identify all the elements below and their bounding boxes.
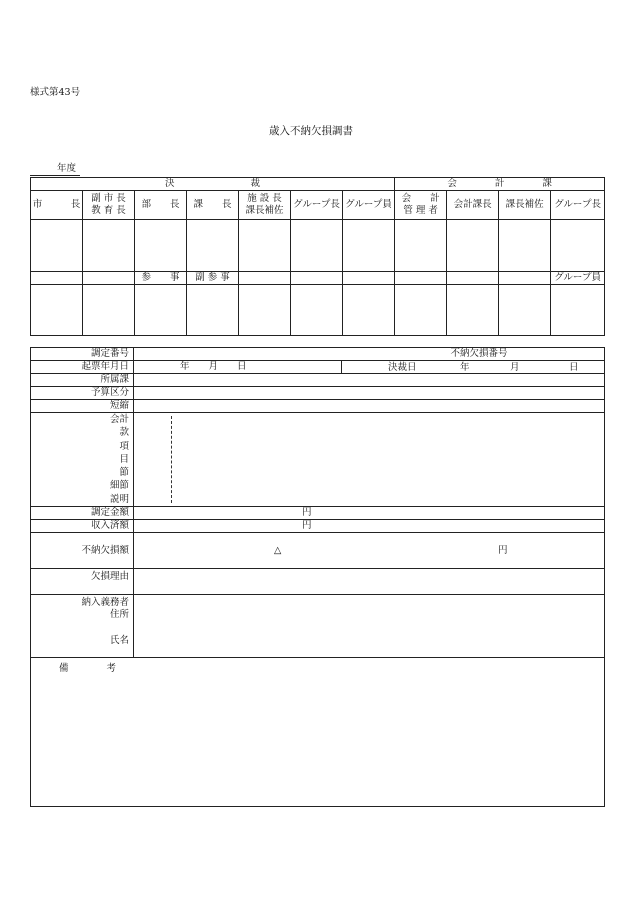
non-payment-amount-label: 不納欠損額: [31, 533, 134, 569]
issue-date-label: 起票年月日: [31, 361, 134, 374]
decision-date-year: 年: [460, 362, 470, 373]
role-label: 管 理 者: [403, 204, 438, 216]
role-cell: [343, 271, 395, 284]
role-cell: [343, 190, 395, 219]
role-label: 施 設 長: [247, 193, 282, 204]
role-cell: [31, 271, 83, 284]
dashed-divider: [171, 416, 172, 503]
fiscal-year-underline: [30, 175, 80, 176]
reason-label: 欠損理由: [31, 569, 134, 595]
role-label: グループ長: [293, 198, 340, 210]
seal-box[interactable]: [83, 284, 135, 335]
role-cell: [551, 190, 605, 219]
role-cell: [31, 190, 83, 219]
decision-date-field[interactable]: [342, 361, 605, 374]
role-cell: 副 参 事: [187, 271, 239, 284]
seal-box[interactable]: [31, 219, 83, 271]
role-cell: [239, 271, 291, 284]
seal-box[interactable]: [291, 284, 343, 335]
account-line-label: 項: [119, 440, 129, 452]
seal-box[interactable]: [499, 219, 551, 271]
decision-header: 決 裁: [31, 178, 395, 191]
seal-box[interactable]: [291, 219, 343, 271]
role-label: グループ員: [345, 198, 392, 210]
decision-date-month: 月: [510, 362, 520, 373]
department-label: 所属課: [31, 374, 134, 387]
seal-box[interactable]: [31, 284, 83, 335]
account-line-label: 会計: [109, 414, 129, 426]
adjustment-number-field[interactable]: [134, 348, 605, 361]
role-cell: [447, 190, 499, 219]
abbreviation-label: 短縮: [31, 400, 134, 413]
details-table: [30, 347, 605, 807]
accounting-header: 会 計 課: [395, 178, 605, 191]
yen-unit: 円: [302, 507, 312, 519]
role-label: 課 長: [193, 198, 232, 210]
role-cell: [499, 190, 551, 219]
yen-unit: 円: [498, 544, 508, 556]
adjusted-amount-label: 調定金額: [31, 507, 134, 520]
account-field[interactable]: [134, 413, 605, 507]
remarks-label: 備 考: [59, 663, 117, 674]
role-label: 市 長: [32, 198, 81, 210]
role-label: 教 育 長: [91, 204, 126, 216]
received-amount-label: 収入済額: [31, 520, 134, 533]
seal-box[interactable]: [395, 219, 447, 271]
fiscal-year-label: 年度: [57, 163, 77, 174]
adjusted-amount-field[interactable]: [134, 507, 605, 520]
account-line-label: 細節: [109, 480, 129, 492]
seal-box[interactable]: [239, 219, 291, 271]
department-field[interactable]: [134, 374, 605, 387]
seal-box[interactable]: [343, 284, 395, 335]
seal-box[interactable]: [135, 219, 187, 271]
role-cell: [395, 190, 447, 219]
reason-field[interactable]: [134, 569, 605, 595]
role-cell: [499, 271, 551, 284]
seal-box[interactable]: [447, 284, 499, 335]
account-line-label: 節: [119, 467, 129, 479]
obligor-label: 納入義務者: [81, 597, 129, 608]
role-label: 会計課長: [453, 198, 492, 210]
role-label: 課長補佐: [505, 198, 544, 210]
triangle-icon: △: [274, 544, 282, 556]
role-cell: グループ員: [551, 271, 605, 284]
seal-box[interactable]: [187, 219, 239, 271]
role-cell: [291, 190, 343, 219]
account-lines: [31, 413, 134, 507]
account-line-label: 款: [119, 427, 129, 439]
role-label: グループ長: [554, 198, 601, 210]
abbreviation-field[interactable]: [134, 400, 605, 413]
role-cell: [395, 271, 447, 284]
yen-unit: 円: [302, 520, 312, 532]
seal-box[interactable]: [343, 219, 395, 271]
obligor-block: [31, 595, 134, 658]
role-cell: 参 事: [135, 271, 187, 284]
seal-box[interactable]: [83, 219, 135, 271]
role-cell: [135, 190, 187, 219]
seal-box[interactable]: [447, 219, 499, 271]
role-row-2: [31, 271, 605, 284]
role-label: 副 市 長: [91, 193, 126, 204]
seal-box[interactable]: [551, 219, 605, 271]
name-label: 氏名: [109, 634, 129, 646]
seal-box[interactable]: [395, 284, 447, 335]
address-label: 住所: [109, 608, 129, 620]
issue-date-value: 年 月 日: [180, 361, 247, 373]
role-cell: [291, 271, 343, 284]
seal-box[interactable]: [551, 284, 605, 335]
role-label: 会 計: [401, 193, 440, 204]
decision-date-day: 日: [569, 362, 579, 373]
role-label: 課長補佐: [245, 204, 284, 216]
role-row: [31, 190, 605, 219]
obligor-field[interactable]: [134, 595, 605, 658]
form-number: 様式第43号: [30, 87, 81, 98]
remarks-field[interactable]: [31, 658, 605, 807]
role-cell: [447, 271, 499, 284]
account-line-label: 目: [119, 453, 129, 465]
role-cell: [239, 190, 291, 219]
seal-box[interactable]: [135, 284, 187, 335]
role-cell: [187, 190, 239, 219]
role-cell: [83, 190, 135, 219]
received-amount-field[interactable]: [134, 520, 605, 533]
seal-row-2: [31, 284, 605, 335]
budget-category-field[interactable]: [134, 387, 605, 400]
adjustment-number-label: 調定番号: [31, 348, 134, 361]
non-payment-amount-field[interactable]: [134, 533, 605, 569]
seal-box[interactable]: [499, 284, 551, 335]
non-payment-number-label: 不納欠損番号: [450, 348, 508, 360]
seal-box[interactable]: [187, 284, 239, 335]
issue-date-field[interactable]: [134, 361, 342, 374]
seal-box[interactable]: [239, 284, 291, 335]
role-cell: [83, 271, 135, 284]
role-label: 部 長: [141, 198, 180, 210]
approval-table: [30, 177, 605, 336]
document-title: 歳入不納欠損調書: [269, 125, 353, 137]
account-line-label: 説明: [109, 493, 129, 505]
seal-row-1: [31, 219, 605, 271]
decision-date-label: 決裁日: [388, 362, 417, 373]
budget-category-label: 予算区分: [31, 387, 134, 400]
